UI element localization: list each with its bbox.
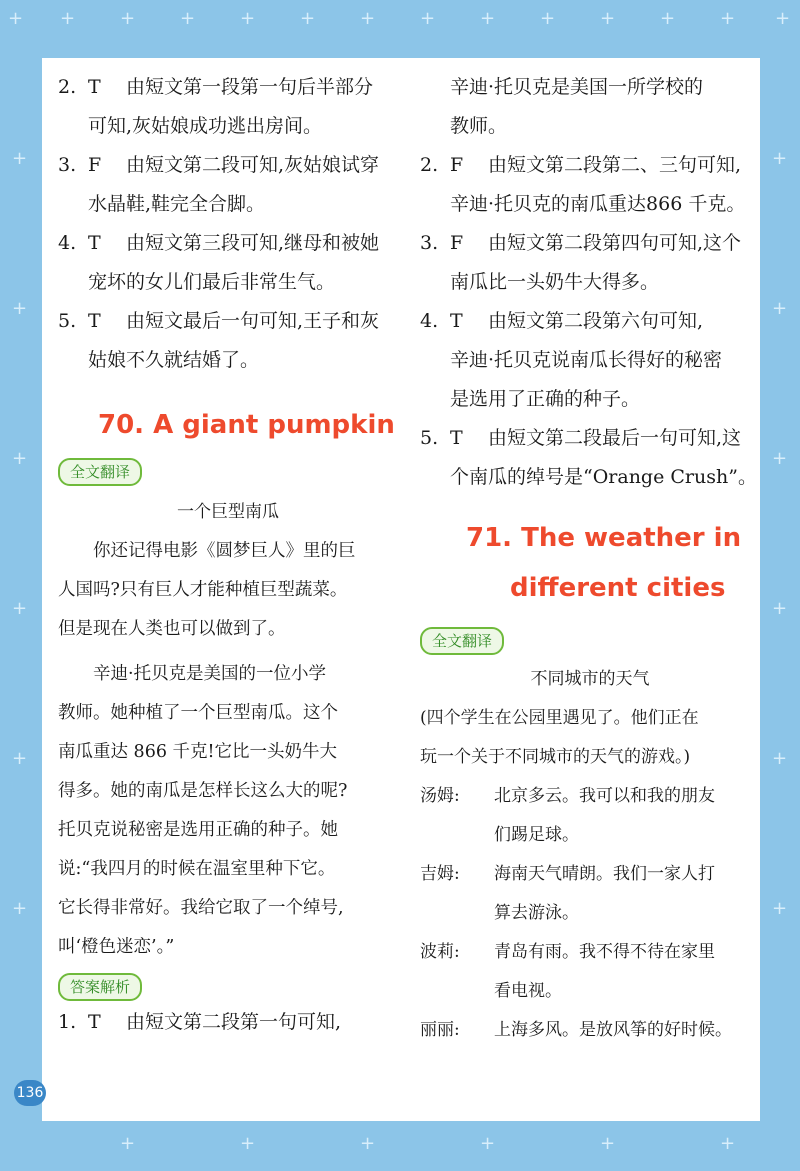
dialogue-jim: 吉姆: 海南天气晴朗。我们一家人打 算去游泳。 bbox=[420, 864, 715, 923]
section-title-70: 70. A giant pumpkin bbox=[98, 410, 395, 440]
translation-badge: 全文翻译 bbox=[58, 458, 142, 486]
answer-item-2: 2. F 由短文第二段第二、三句可知, 辛迪·托贝克的南瓜重达866 千克。 bbox=[420, 154, 746, 215]
answer-item-1: 1. T 由短文第二段第一句可知, bbox=[58, 1011, 342, 1033]
dialogue-lili: 丽丽: 上海多风。是放风筝的好时候。 bbox=[420, 1020, 732, 1040]
page-content bbox=[42, 58, 760, 1121]
answer-item-5: 5. T 由短文最后一句可知,王子和灰 姑娘不久就结婚了。 bbox=[58, 310, 380, 371]
left-column bbox=[58, 58, 398, 1042]
paragraph-2: 辛迪·托贝克是美国的一位小学 教师。她种植了一个巨型南瓜。这个 南瓜重达 866 千克!它比一头奶牛大 得多。她的南瓜是怎样长这么大的呢? 托贝克说秘密是选用正确的种子。她 说:“我四月的时候在温室里种下它。 它长得非常好。我给它取了一个绰号, 叫‘橙色迷恋’。” bbox=[58, 664, 348, 957]
intro-text: (四个学生在公园里遇见了。他们正在 玩一个关于不同城市的天气的游戏。) bbox=[420, 708, 699, 767]
right-column bbox=[420, 58, 760, 1050]
section-title-71: 71. The weather in different cities bbox=[466, 523, 742, 603]
answers-badge: 答案解析 bbox=[58, 973, 142, 1001]
paragraph-1: 你还记得电影《圆梦巨人》里的巨 人国吗?只有巨人才能种植巨型蔬菜。 但是现在人类也可以做到了。 bbox=[58, 541, 356, 639]
answer-item-4: 4. T 由短文第二段第六句可知, 辛迪·托贝克说南瓜长得好的秘密 是选用了正确的种子。 bbox=[420, 310, 723, 410]
dialogue-polly: 波莉: 青岛有雨。我不得不待在家里 看电视。 bbox=[420, 942, 715, 1001]
article-title: 一个巨型南瓜 bbox=[177, 502, 279, 522]
answer-item-2: 2. T 由短文第一段第一句后半部分 可知,灰姑娘成功逃出房间。 bbox=[58, 76, 374, 137]
answer-item-3: 3. F 由短文第二段可知,灰姑娘试穿 水晶鞋,鞋完全合脚。 bbox=[58, 154, 380, 215]
article-title: 不同城市的天气 bbox=[530, 669, 650, 689]
answer-item-3: 3. F 由短文第二段第四句可知,这个 南瓜比一头奶牛大得多。 bbox=[420, 232, 742, 293]
answer-item-5: 5. T 由短文第二段最后一句可知,这 个南瓜的绰号是“Orange Crush”。 bbox=[420, 427, 757, 488]
page-number-badge: 136 bbox=[14, 1080, 46, 1106]
answer-item-1-continued: 辛迪·托贝克是美国一所学校的 教师。 bbox=[450, 76, 704, 137]
answer-item-4: 4. T 由短文第三段可知,继母和被她 宠坏的女儿们最后非常生气。 bbox=[58, 232, 380, 293]
dialogue-tom: 汤姆: 北京多云。我可以和我的朋友 们踢足球。 bbox=[420, 786, 715, 845]
translation-badge: 全文翻译 bbox=[420, 627, 504, 655]
